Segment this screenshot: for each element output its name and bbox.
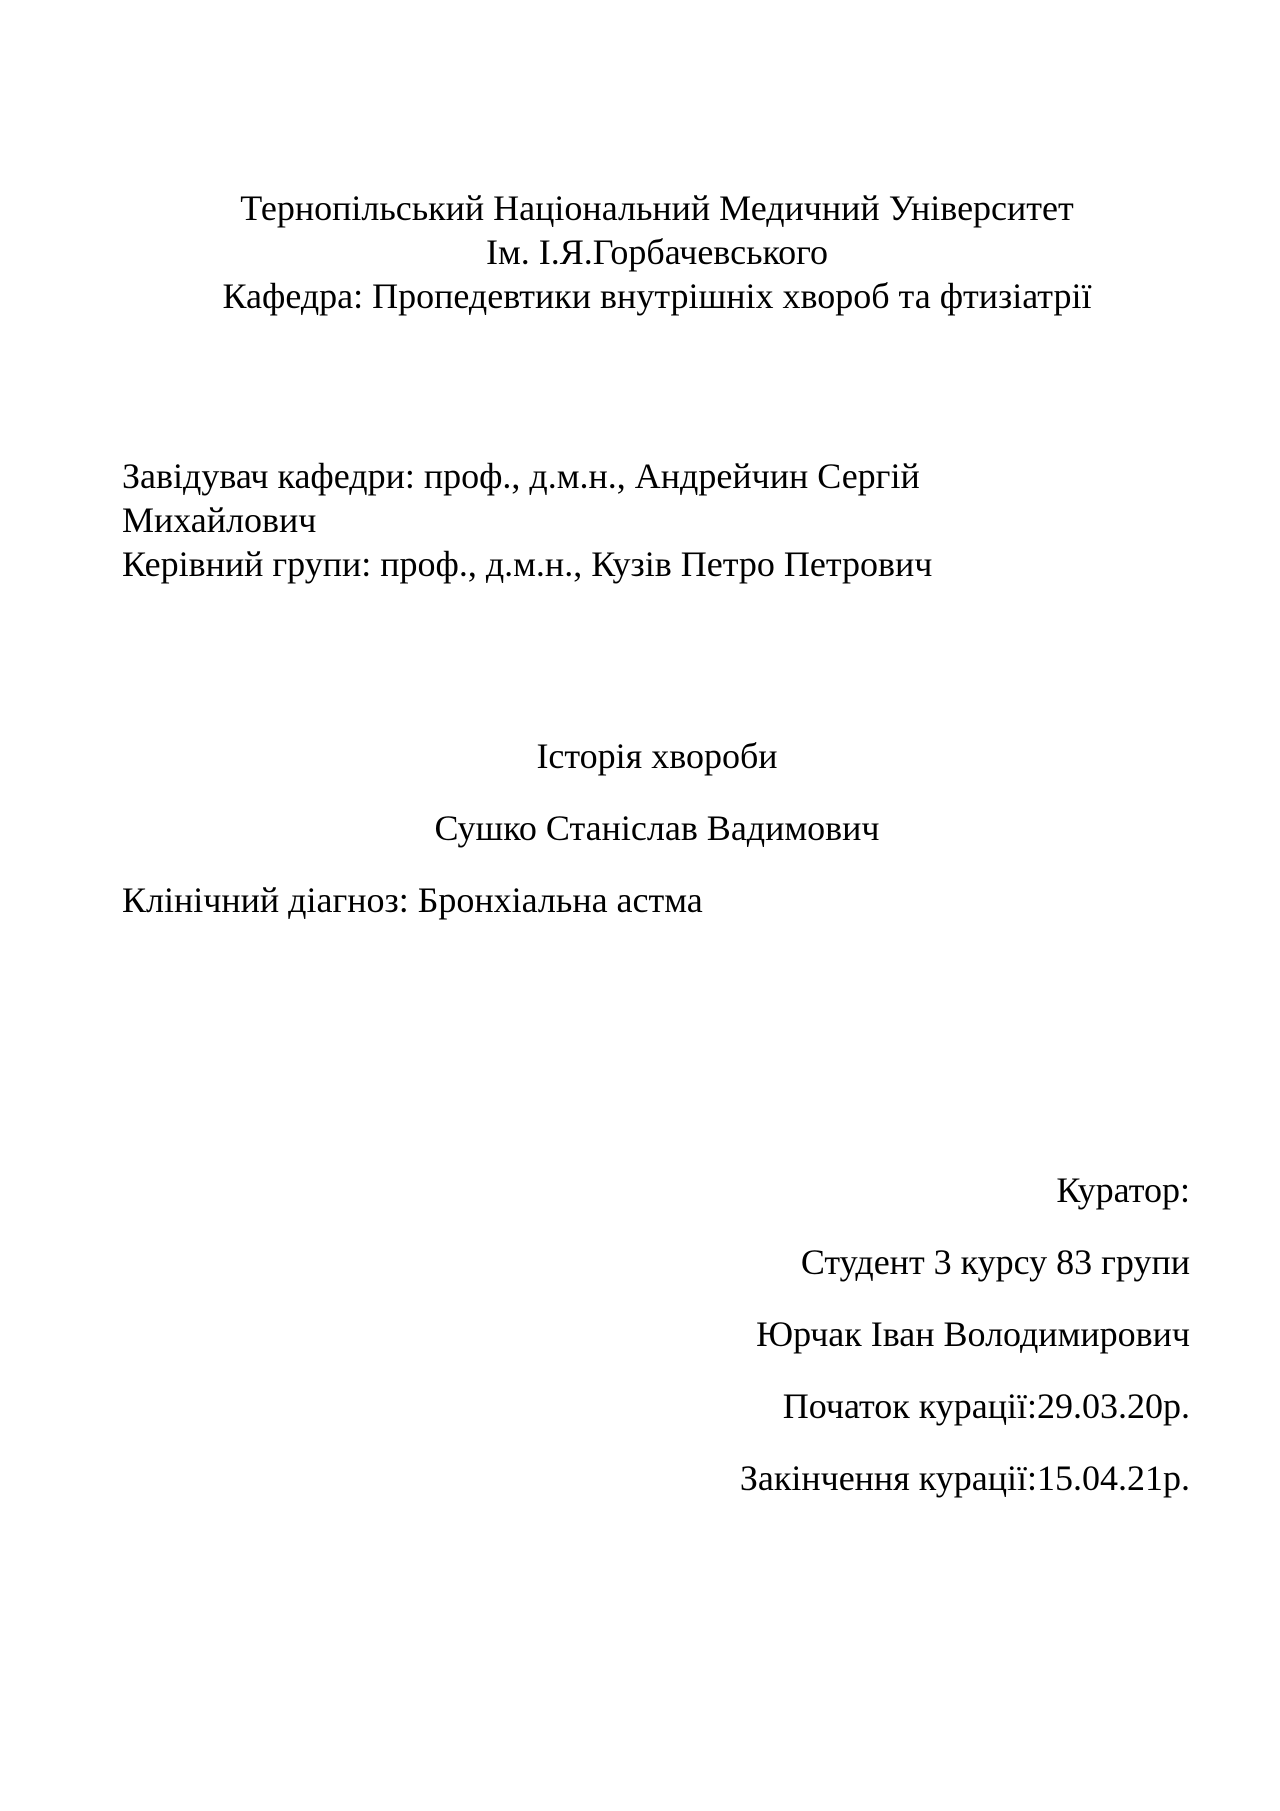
curator-student: Студент 3 курсу 83 групи (800, 1242, 1190, 1282)
department-name: Кафедра: Пропедевтики внутрішніх хвороб та фтизіатрії (222, 276, 1092, 316)
curator-name: Юрчак Іван Володимирович (756, 1314, 1190, 1354)
curation-end: Закінчення курації:15.04.21р. (739, 1458, 1190, 1498)
curator-label: Куратор: (1056, 1170, 1190, 1210)
clinical-diagnosis: Клінічний діагноз: Бронхіальна астма (122, 880, 703, 920)
patient-name: Сушко Станіслав Вадимович (434, 808, 880, 848)
department-head-line1: Завідувач кафедри: проф., д.м.н., Андрейчин Сергій (122, 456, 920, 496)
university-named-after: Ім. І.Я.Горбачевського (485, 232, 829, 272)
case-title: Історія хвороби (536, 736, 778, 776)
curation-start: Початок курації:29.03.20р. (782, 1386, 1190, 1426)
department-head-line2: Михайлович (122, 500, 317, 540)
university-name: Тернопільський Національний Медичний Університет (240, 188, 1074, 228)
group-leader: Керівний групи: проф., д.м.н., Кузів Петро Петрович (122, 544, 933, 584)
